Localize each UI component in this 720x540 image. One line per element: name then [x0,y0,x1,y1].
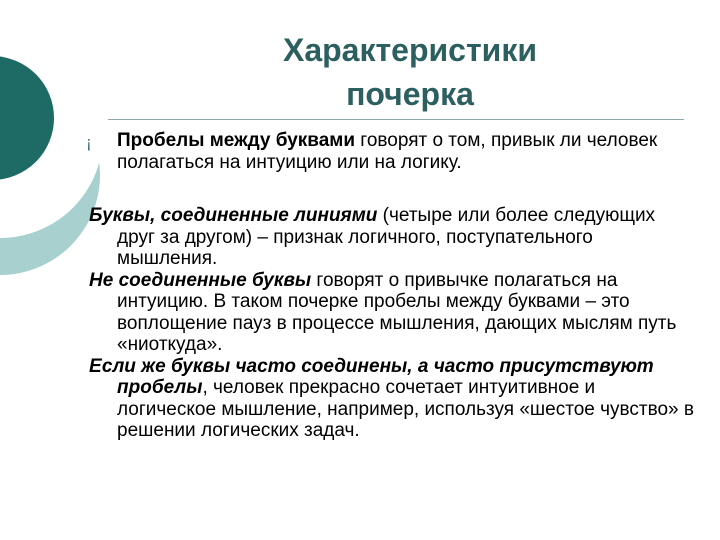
slide-title-line1: Характеристики [282,32,537,68]
paragraph-unconnected-letters [89,270,694,356]
slide-title [180,28,640,116]
bullet-item [117,130,697,174]
paragraph-text: говорят о привычке полагаться на интуицию. В таком почерке пробелы между буквами – это воплощение пауз в процессе мышления, дающих мыслям путь «ниоткуда». [117,269,677,355]
body-paragraphs [89,205,694,442]
bullet-bold-text: Пробелы между буквами [117,130,356,151]
paragraph-emphasis: Не соединенные буквы [89,269,312,291]
title-divider [108,119,684,120]
paragraph-emphasis: Буквы, соединенные линиями [89,205,378,226]
bullet-marker-icon: ¡ [86,133,92,152]
paragraph-emphasis: Если же буквы часто соединены, а часто присутствуют пробелы [89,355,654,398]
paragraph-text: , человек прекрасно сочетает интуитивное и логическое мышление, например, используя «шестое чувство» в решении логических задач. [117,377,694,441]
slide-title-line2: почерка [346,76,474,112]
paragraph-text: (четыре или более следующих друг за другом) – признак логичного, поступательного мышления. [117,205,656,269]
bullet-text: говорят о том, привык ли человек полагаться на интуицию или на логику. [117,130,658,173]
paragraph-mixed [89,356,694,442]
paragraph-connected-letters [89,205,694,270]
